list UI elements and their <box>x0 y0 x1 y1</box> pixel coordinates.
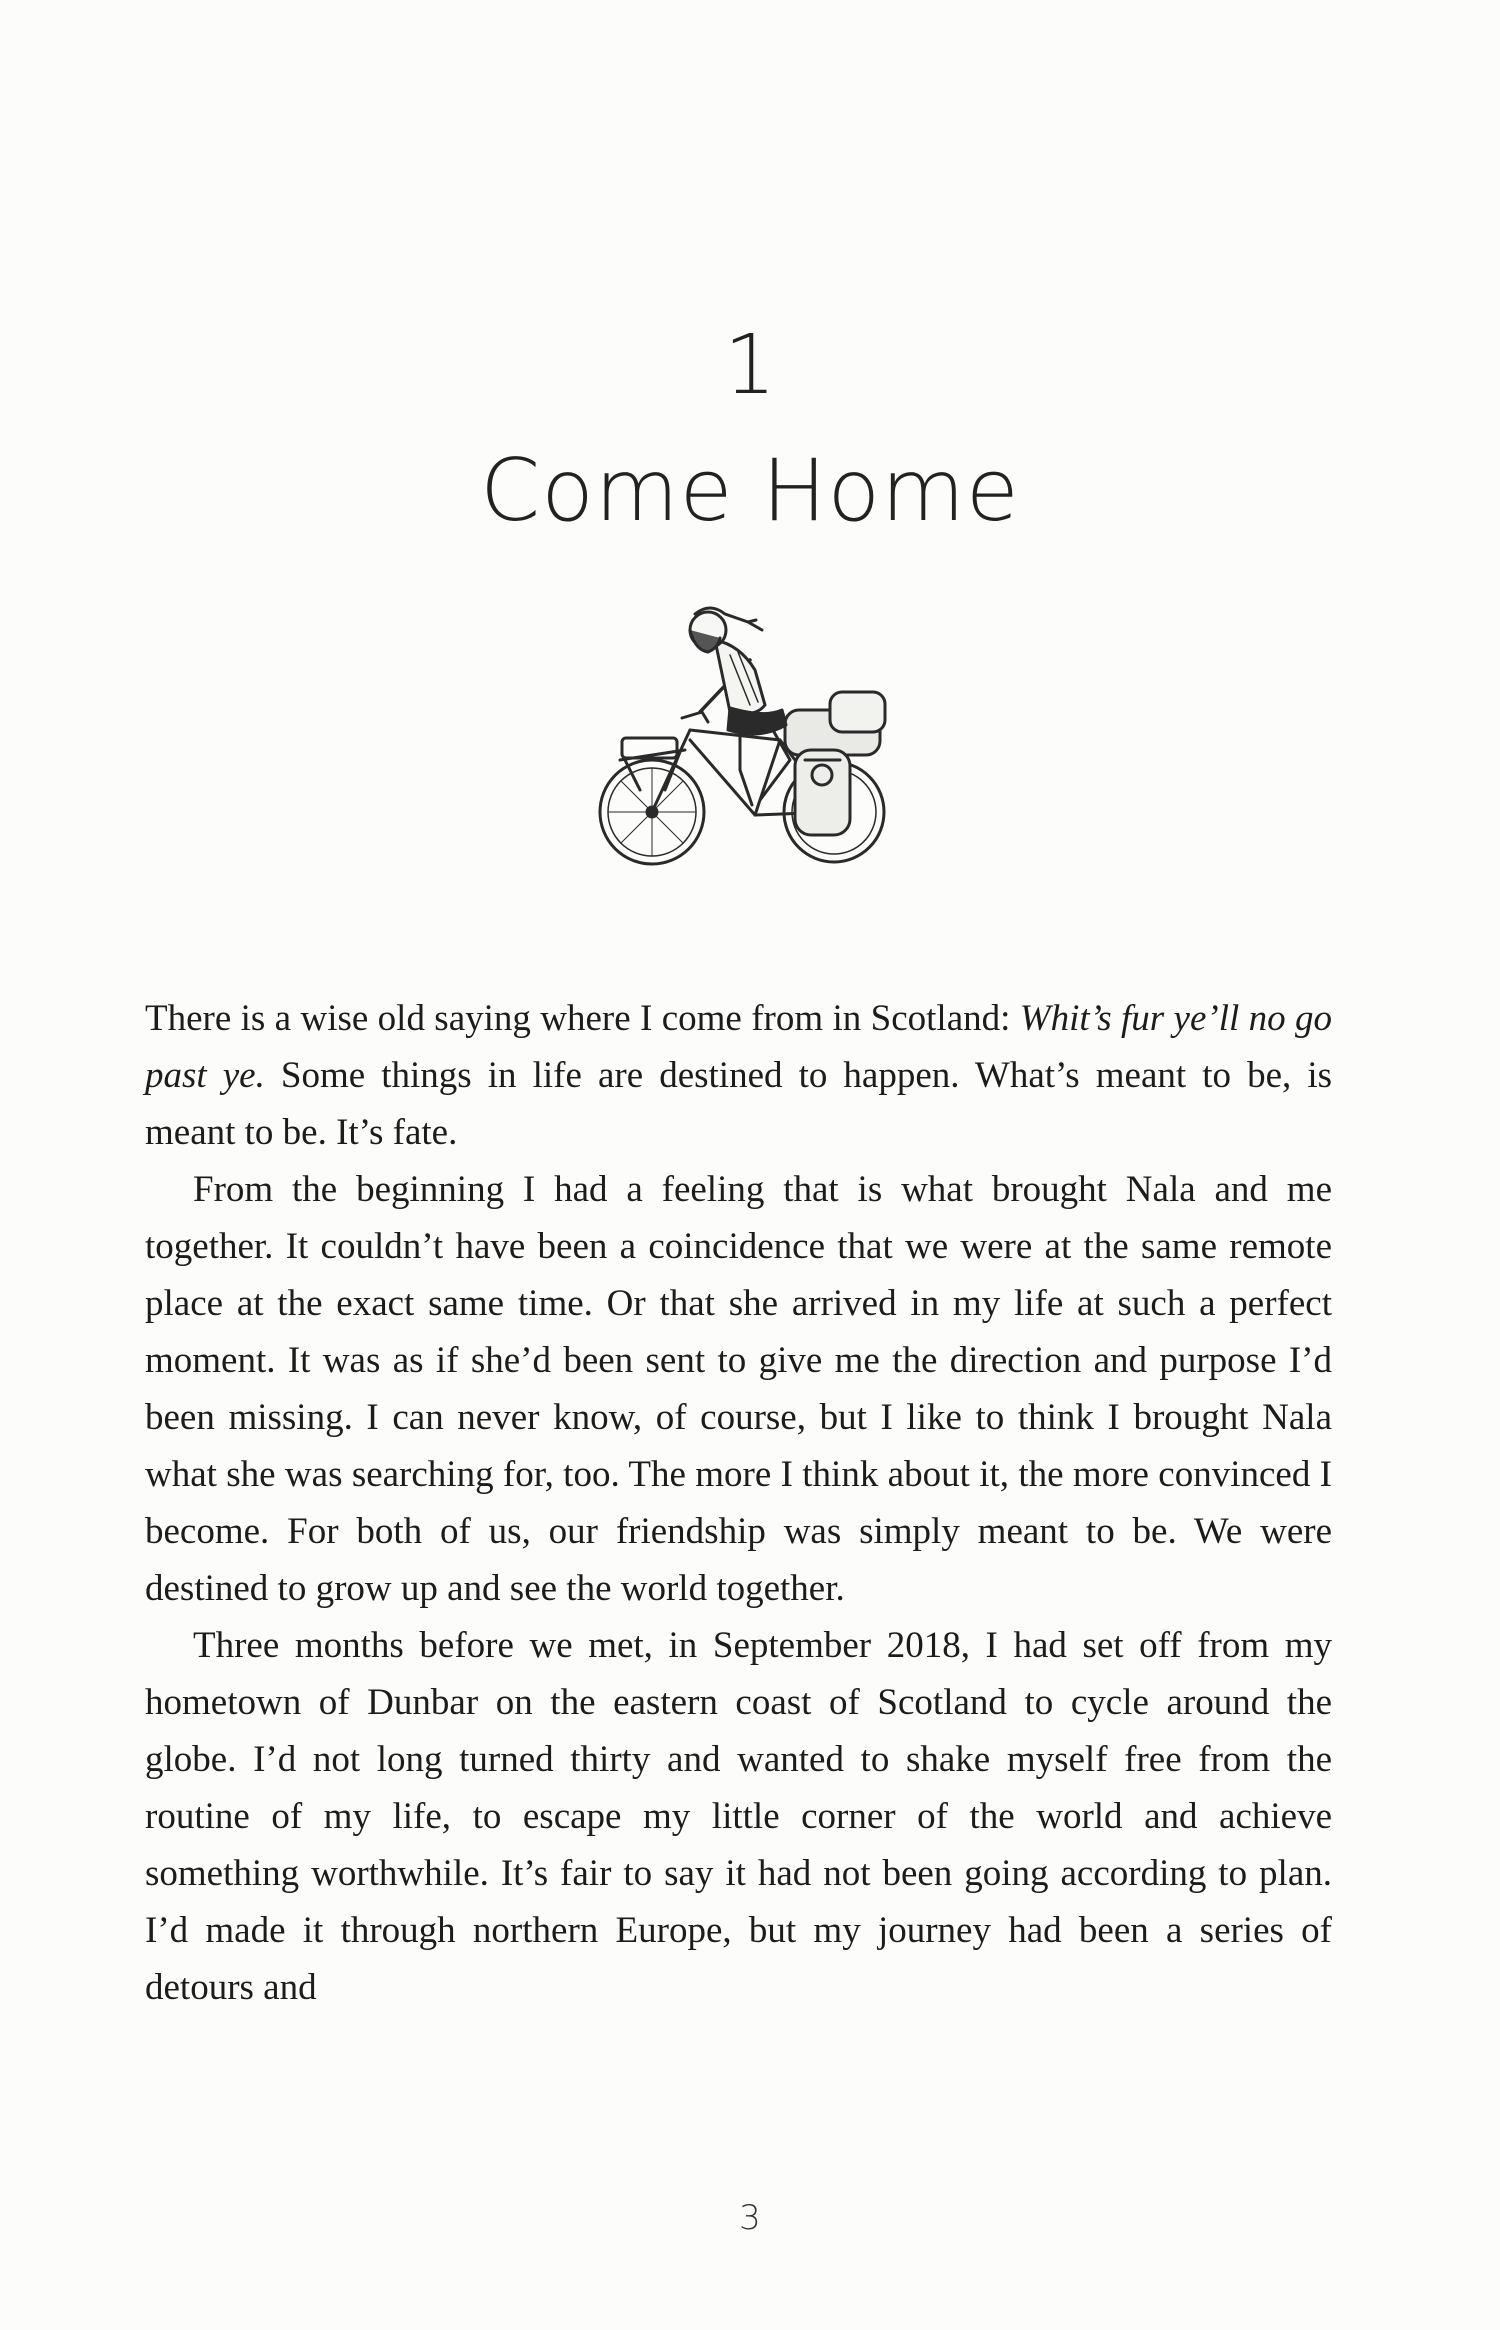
paragraph: From the beginning I had a feeling that is what brought Nala and me together. It couldn’t have been a coincidence that we were at the same remote place at the exact same time. Or that she arrived in my life at such a perfect moment. It was as if she’d been sent to give me the direction and purpose I’d been missing. I can never know, of course, but I like to think I brought Nala what she was searching for, too. The more I think about it, the more convinced I become. For both of us, our friendship was simply meant to be. We were destined to grow up and see the world together. <box>145 1169 1332 1609</box>
page-number: 3 <box>739 2198 761 2238</box>
chapter-number: 1 <box>723 318 777 413</box>
chapter-title: Come Home <box>480 441 1020 541</box>
scottish-saying: Whit’s fur ye’ll no go past ye. <box>145 998 1332 1096</box>
paragraph: Three months before we met, in September 2018, I had set off from my hometown of Dunbar on the eastern coast of Scotland to cycle around the globe. I’d not long turned thirty and wanted to shake myself free from the routine of my life, to escape my little corner of the world and achieve something worthwhile. It’s fair to say it had not been going according to plan. I’d made it through northern Europe, but my journey had been a series of detours and <box>145 1625 1332 2008</box>
chapter-body <box>145 990 1332 2016</box>
paragraph-text: Some things in life are destined to happen. What’s meant to be, is meant to be. It’s fate. <box>145 1055 1332 1153</box>
paragraph-text: There is a wise old saying where I come from in Scotland: <box>145 998 1020 1039</box>
cyclist-icon <box>590 600 900 880</box>
paragraph <box>145 990 1332 1161</box>
